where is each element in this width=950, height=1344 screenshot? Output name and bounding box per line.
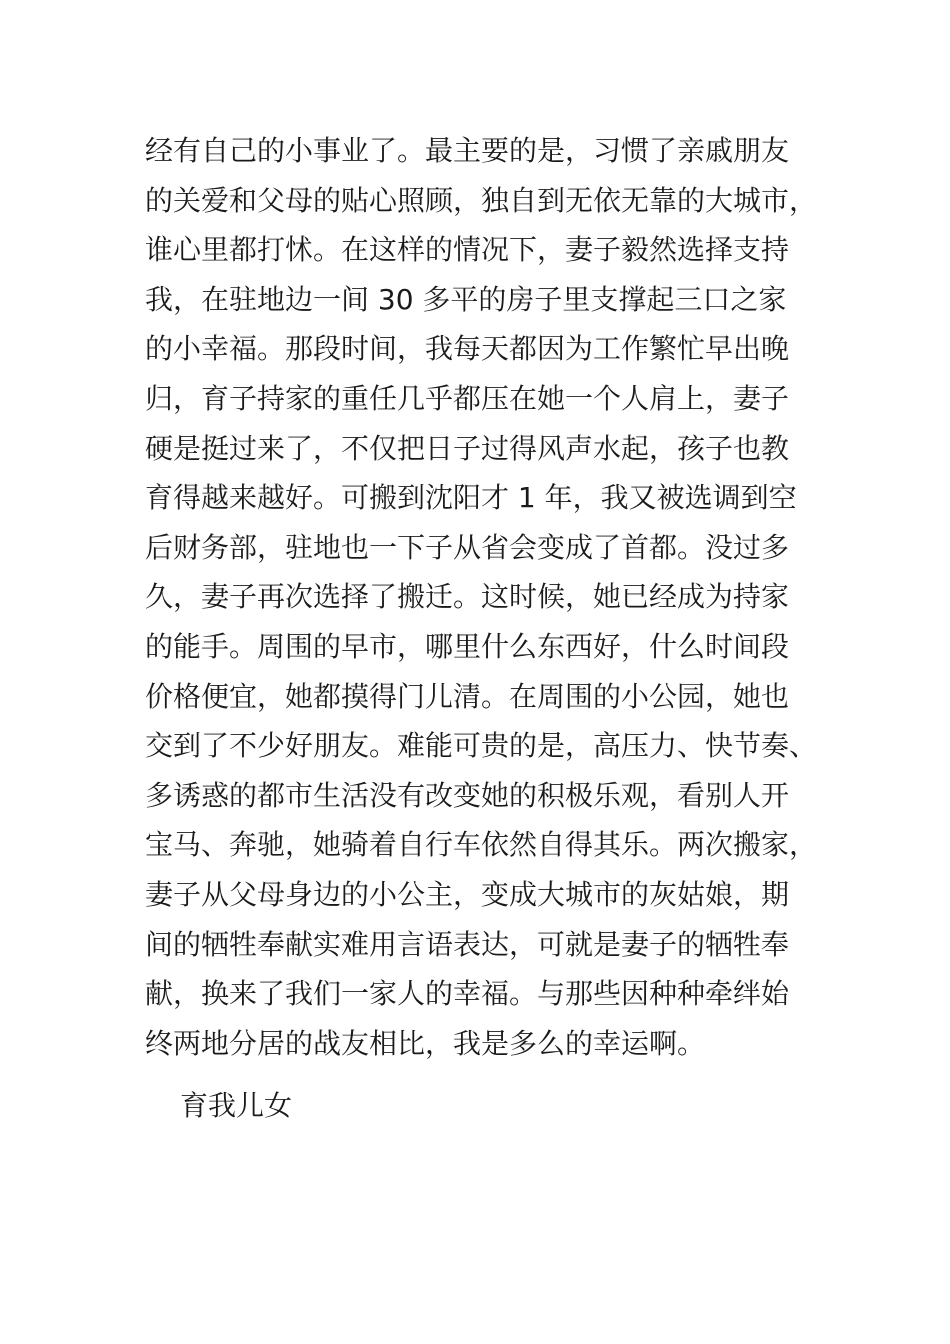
paragraph-line: 我，在驻地边一间 30 多平的房子里支撑起三口之家 xyxy=(145,282,787,316)
paragraph-line: 的关爱和父母的贴心照顾，独自到无依无靠的大城市， xyxy=(145,183,818,217)
paragraph-line: 价格便宜，她都摸得门儿清。在周围的小公园，她也 xyxy=(145,679,790,713)
paragraph-line: 献，换来了我们一家人的幸福。与那些因种种牵绊始 xyxy=(145,977,790,1011)
paragraph-line: 的能手。周围的早市，哪里什么东西好，什么时间段 xyxy=(145,629,790,663)
paragraph-line: 硬是挺过来了，不仅把日子过得风声水起，孩子也教 xyxy=(145,431,790,465)
paragraph-line: 经有自己的小事业了。最主要的是，习惯了亲戚朋友 xyxy=(145,134,790,167)
paragraph-line: 宝马、奔驰，她骑着自行车依然自得其乐。两次搬家， xyxy=(145,828,818,862)
body-paragraph xyxy=(145,126,825,1068)
section-heading: 育我儿女 xyxy=(180,1089,293,1122)
paragraph-line: 间的牺牲奉献实难用言语表达，可就是妻子的牺牲奉 xyxy=(145,927,790,961)
paragraph-line: 育得越来越好。可搬到沈阳才 1 年，我又被选调到空 xyxy=(145,481,797,515)
paragraph-line: 妻子从父母身边的小公主，变成大城市的灰姑娘，期 xyxy=(145,877,790,911)
paragraph-line: 谁心里都打怵。在这样的情况下，妻子毅然选择支持 xyxy=(145,233,790,267)
paragraph-line: 归，育子持家的重任几乎都压在她一个人肩上，妻子 xyxy=(145,381,790,415)
paragraph-line: 久，妻子再次选择了搬迁。这时候，她已经成为持家 xyxy=(145,580,790,614)
paragraph-line: 多诱惑的都市生活没有改变她的积极乐观，看别人开 xyxy=(145,778,790,812)
paragraph-line: 后财务部，驻地也一下子从省会变成了首都。没过多 xyxy=(145,530,790,564)
paragraph-line: 的小幸福。那段时间，我每天都因为工作繁忙早出晚 xyxy=(145,332,790,366)
paragraph-line: 交到了不少好朋友。难能可贵的是，高压力、快节奏、 xyxy=(145,729,818,763)
paragraph-line: 终两地分居的战友相比，我是多么的幸运啊。 xyxy=(145,1026,706,1060)
